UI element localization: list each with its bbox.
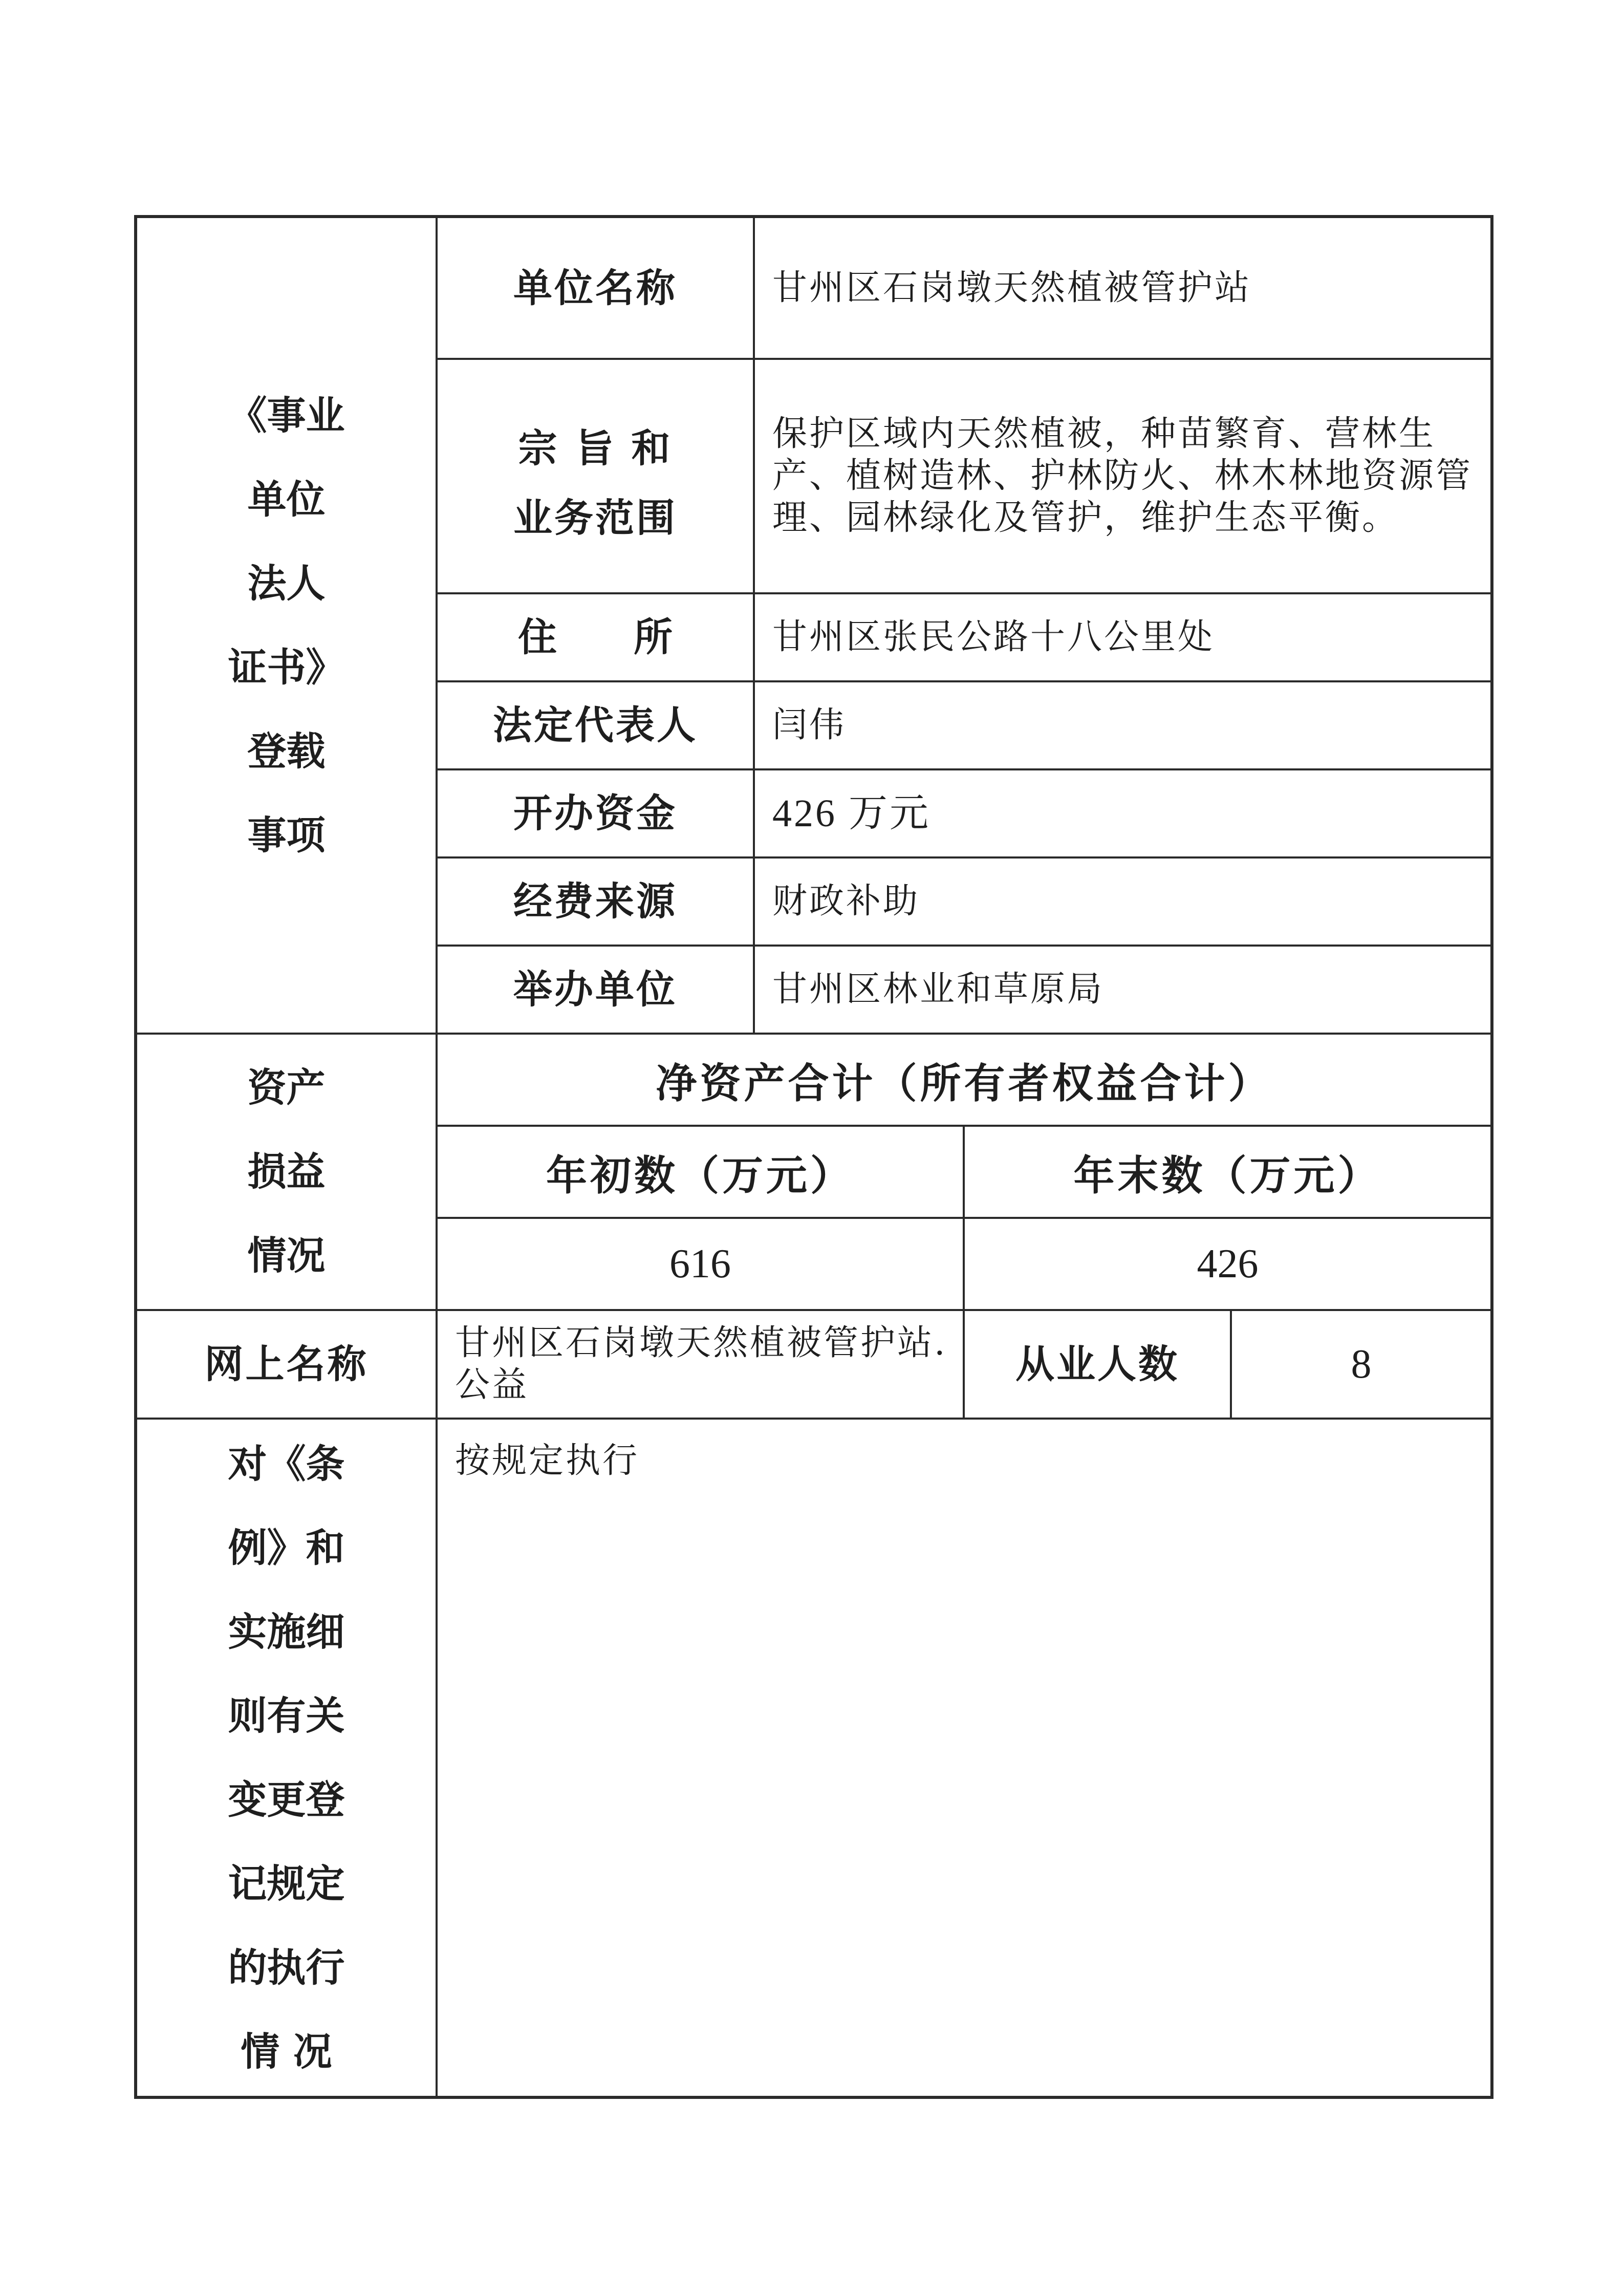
field-value-address: 甘州区张民公路十八公里处 <box>754 593 1492 681</box>
end-year-label: 年末数（万元） <box>964 1126 1492 1218</box>
field-label-sponsor: 举办单位 <box>437 946 754 1034</box>
online-name-value: 甘州区石岗墩天然植被管护站.公益 <box>437 1310 964 1419</box>
begin-year-value: 616 <box>437 1218 964 1310</box>
field-value-funding-source: 财政补助 <box>754 857 1492 946</box>
field-label-funding-source: 经费来源 <box>437 857 754 946</box>
field-label-address: 住所 <box>437 593 754 681</box>
section-registration-label: 《事业 单位 法人 证书》 登载 事项 <box>136 217 437 1034</box>
field-label-unit-name: 单位名称 <box>437 217 754 359</box>
field-value-unit-name: 甘州区石岗墩天然植被管护站 <box>754 217 1492 359</box>
begin-year-label: 年初数（万元） <box>437 1126 964 1218</box>
compliance-label: 对《条 例》和 实施细 则有关 变更登 记规定 的执行 情 况 <box>136 1419 437 2097</box>
field-label-purpose-scope: 宗 旨 和 业务范围 <box>437 359 754 593</box>
section-assets-label: 资产 损益 情况 <box>136 1034 437 1310</box>
net-assets-header: 净资产合计（所有者权益合计） <box>437 1034 1492 1126</box>
field-label-legal-rep: 法定代表人 <box>437 681 754 769</box>
staff-count-label: 从业人数 <box>964 1310 1231 1419</box>
registration-form-table <box>134 215 1493 2099</box>
field-label-capital: 开办资金 <box>437 769 754 857</box>
end-year-value: 426 <box>964 1218 1492 1310</box>
field-value-capital: 426 万元 <box>754 769 1492 857</box>
online-name-label: 网上名称 <box>136 1310 437 1419</box>
field-value-sponsor: 甘州区林业和草原局 <box>754 946 1492 1034</box>
field-value-purpose-scope: 保护区域内天然植被，种苗繁育、营林生产、植树造林、护林防火、林木林地资源管理、园林绿化及管护，维护生态平衡。 <box>754 359 1492 593</box>
compliance-value: 按规定执行 <box>437 1419 1492 2097</box>
field-value-legal-rep: 闫伟 <box>754 681 1492 769</box>
staff-count-value: 8 <box>1231 1310 1492 1419</box>
